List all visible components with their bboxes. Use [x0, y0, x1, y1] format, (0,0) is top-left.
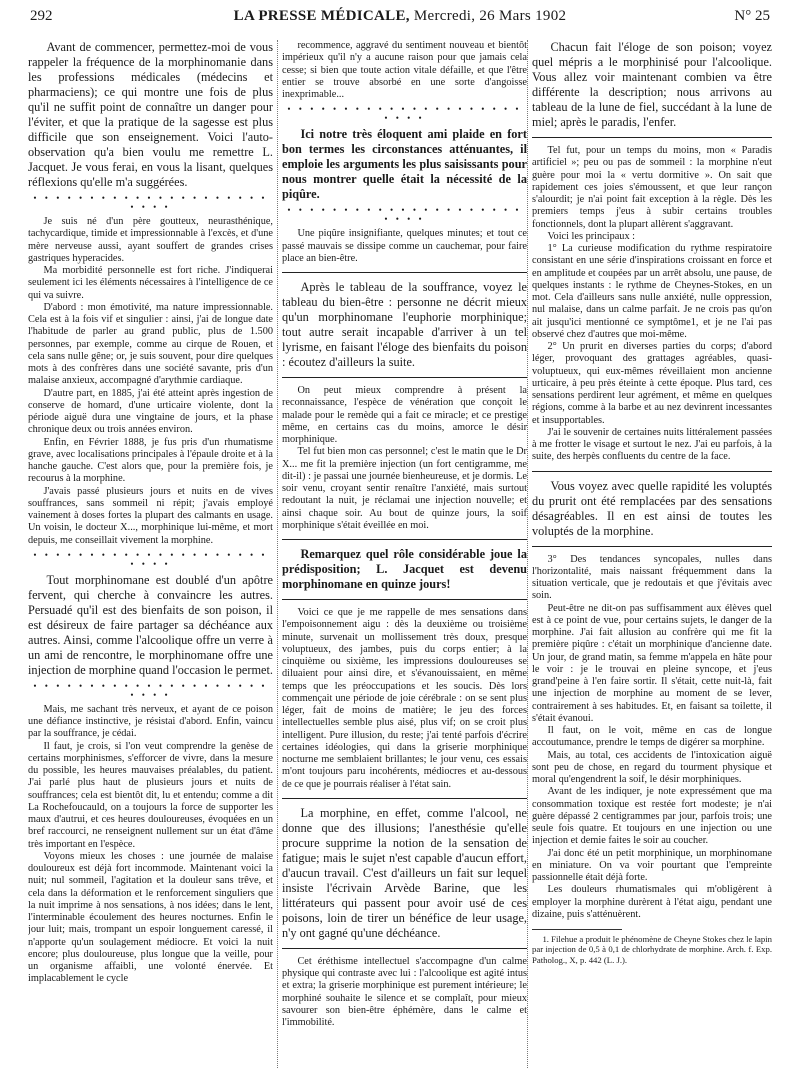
section-rule	[532, 137, 772, 138]
paragraph: Il faut, on le voit, même en cas de longue accoutumance, prendre le temps de digérer sa morphine.	[532, 725, 772, 749]
paragraph: Peut-être ne dit-on pas suffisamment aux élèves quel est à ce point de vue, pour certains sujets, le danger de la morphine. J'ai fait allusion au confrère qui me fit la première piqûre : c'était un morphinique d'ancienne date. Un jour, de grand matin, sa femme m'appela en hâte pour le voir : je le trouvai en pleine syncope, et j'eus grand'peine à l'en faire sortir. Il s'était, cette nuit-là, fait une injection de morphine au moment de se lever, contrairement à ses habitudes. Et, en faisant sa toilette, il s'était évanoui.	[532, 602, 772, 724]
paragraph: 1° La curieuse modification du rythme respiratoire consistant en une série d'inspirations croissant en force et en amplitude et coupées par un arrêt absolu, une pause, de quelques instants : le rythme de Cheynes-Stokes, en un mot. Cela d'ailleurs sans nulle anxiété, nulle oppression, nul malaise, dans un calme parfait. Je ne crois pas qu'on ait jusqu'ici mentionné ce symptôme1, et je ne l'ai pas observé chez d'autres que moi-même.	[532, 243, 772, 340]
section-rule	[282, 377, 527, 378]
paragraph: Tel fut bien mon cas personnel; c'est le matin que le Dr X... me fit la première injection (un fort centigramme, me dit-il) : je passai une journée bienheureuse, et je dormis. Le soir venu, croyant sentir renaître l'anxiété, mais surtout redoutant la nuit, je réclamai une injection nouvelle; et ainsi chaque soir. Au bout de quinze jours, la soif morphinique s'était éveillée en moi.	[282, 446, 527, 531]
section-rule	[282, 599, 527, 600]
paragraph: Vous voyez avec quelle rapidité les voluptés du prurit ont été remplacées par des sensations désagréables. Il en est ainsi de toutes les voluptés de la morphine.	[532, 478, 772, 538]
paragraph: Cet éréthisme intellectuel s'accompagne d'un calme physique qui contraste avec lui : l'alcoolique est agité intus et extra; la griserie morphinique est purement intérieure; le morphiné souhaite le silence et se complaît, pour mieux savourer son bien-être éphémère, dans le calme et l'immobilité.	[282, 955, 527, 1028]
dot-separator: • • • • • • • • • • • • • • • • • • • • • • • • •	[33, 549, 268, 569]
paragraph: Mais, me sachant très nerveux, et ayant de ce poison une défiance instinctive, je résistai d'abord. Enfin, vaincu par la souffrance, je cédai.	[28, 703, 273, 740]
column-right	[532, 40, 772, 1076]
footnote-rule	[532, 929, 622, 930]
paragraph: recommence, aggravé du sentiment nouveau et bientôt impérieux qu'il n'y a aucune raison pour que jamais cela cesse; si bien que toute action vitale défaille, et que l'être entier se trouve absorbé en une sorte d'angoisse inexprimable...	[282, 40, 527, 100]
paragraph: Je suis né d'un père goutteux, neurasthénique, tachycardique, timide et impressionnable à l'excès, et d'une mère nerveuse aussi, ayant souffert de grandes crises gastriques hyperacides.	[28, 216, 273, 264]
paragraph: J'ai le souvenir de certaines nuits littéralement passées à me frotter le visage et surtout le nez. J'ai eu parfois, à la suite, des herpès confluents du centre de la face.	[532, 426, 772, 463]
paragraph: Les douleurs rhumatismales qui m'obligèrent à employer la morphine durèrent à l'état aigu, pendant une dizaine, puis s'atténuèrent.	[532, 884, 772, 920]
paragraph: Tout morphinomane est doublé d'un apôtre fervent, qui cherche à convaincre les autres. Persuadé qu'il est des bienfaits de son poison, il est désireux de faire partager sa déchéance aux autres. Ainsi, comme l'alcoolique offre un verre à un ami de rencontre, le morphinomane offre une injection de morphine quand l'occasion le permet.	[28, 572, 273, 677]
paragraph: Remarquez quel rôle considérable joue la prédisposition; L. Jacquet est devenu morphinomane en quinze jours!	[282, 547, 527, 591]
paragraph: Mais, au total, ces accidents de l'intoxication aiguë sont peu de chose, en regard du tourment physique et moral qu'engendrent la soif, le désir morphiniques.	[532, 749, 772, 785]
column-divider	[277, 40, 278, 1068]
column-left	[28, 40, 273, 1076]
paragraph: On peut mieux comprendre à présent la reconnaissance, l'espèce de vénération que conçoit le malade pour le remède qui a fait ce miracle; et ce prestige même, en certains cas du moins, amorce le désir morphinique.	[282, 385, 527, 445]
section-rule	[282, 948, 527, 949]
paragraph: 3° Des tendances syncopales, nulles dans l'horizontalité, mais naissant fréquemment dans la situation verticale, que je redoutais et que j'évitais avec soin.	[532, 553, 772, 602]
paragraph: Voici les principaux :	[547, 230, 636, 242]
paragraph: La morphine, en effet, comme l'alcool, ne donne que des illusions; l'anesthésie qu'elle procure supprime la notion de la sensation de fatigue; mais le sujet n'est capable d'aucun effort, d'aucun travail. C'est d'ailleurs un fait sur lequel insiste l'écrivain Arvède Barine, que les littérateurs qui passent pour avoir usé de ces poisons, loin de tirer un bénéfice de leur usage, n'y ont gagné qu'une déchéance.	[282, 805, 527, 940]
dot-separator: • • • • • • • • • • • • • • • • • • • • • • • • •	[33, 193, 268, 212]
running-title	[30, 8, 770, 25]
dot-separator: • • • • • • • • • • • • • • • • • • • • • • • • •	[287, 104, 522, 124]
section-rule	[282, 798, 527, 799]
paragraph: Tel fut, pour un temps du moins, mon « Paradis artificiel »; peu ou pas de sommeil : la morphine n'eut guère pour moi la « vertu dormitive ». On sait que rapidement ces joies s'émoussent, et que leur rançon s'alourdit; je n'ai point fait exception à la règle. Dès les premiers temps j'eus à subir certains troubles fonctionnels, dont la plupart allèrent s'aggravant.	[532, 145, 772, 230]
page-number: 292	[30, 8, 53, 24]
issue-number: N° 25	[734, 8, 770, 24]
column-divider	[527, 40, 528, 1068]
paragraph: Une piqûre insignifiante, quelques minutes; et tout ce passé mauvais se dissipe comme un cauchemar, pour faire place an bien-être.	[282, 228, 527, 264]
paragraph: J'avais passé plusieurs jours et nuits en de vives souffrances, sans sommeil ni répit; j'avais employé vainement à doses fortes la plupart des calmants en usage. Un voisin, le docteur X..., morphinique lui-même, et mort depuis, me conseillait vivement la morphine.	[28, 485, 273, 546]
column-middle	[282, 40, 527, 1076]
paragraph: Après le tableau de la souffrance, voyez le tableau du bien-être : personne ne décrit mieux qu'un morphinomane l'euphorie morphinique; tout autre serait incapable d'arriver à un tel lyrisme, en faisant l'éloge des bienfaits du poison : écoutez d'ailleurs la suite.	[282, 280, 527, 369]
journal-title: LA PRESSE MÉDICALE,	[233, 8, 410, 24]
paragraph: Ma morbidité personnelle est fort riche. J'indiquerai seulement ici les éléments nécessaires à l'intelligence de ce qui va suivre.	[28, 265, 273, 301]
section-rule	[282, 272, 527, 273]
paragraph: Avant de les indiquer, je note expressément que ma consommation toxique est restée fort modeste; je n'ai guère dépassé 2 centigrammes par jour, parfois trois; une seule fois quatre. Et toujours en une injection ou une injection et demie faites le soir au coucher.	[532, 786, 772, 847]
paragraph: 2° Un prurit en diverses parties du corps; d'abord léger, provoquant des grattages agréables, quasi-voluptueux, qui eux-mêmes réveillaient mon ancienne urticaire, à peu près éteinte à cette époque. Plus tard, ces sensations perdirent leur agrément, et même en quelques régions, comme à la barbe et au nez devinrent incessantes et insupportables.	[532, 341, 772, 426]
paragraph: Ici notre très éloquent ami plaide en fort bon termes les circonstances atténuantes, il emploie les arguments les plus saisissants pour nous montrer quelle était la nécessité de la piqûre.	[282, 127, 527, 202]
section-rule	[282, 539, 527, 540]
paragraph: J'ai donc été un petit morphinique, un morphinomane en miniature. On va voir pourtant que l'empreinte passionnelle était déjà forte.	[532, 847, 772, 883]
paragraph: D'abord : mon émotivité, ma nature impressionnable. Cela est à la fois vif et singulier : ainsi, j'ai de longue date l'habitude de parler au grand public, plus de 1.500 personnes, par exemple, comme au cirque de Rouen, et cela sans nulle gêne; or, je suis souvent, pour dire quelques mots à des confrères dans une société savante, pris d'un malaise anxieux, accompagné d'arythmie cardiaque.	[28, 301, 273, 387]
paragraph: Avant de commencer, permettez-moi de vous rappeler la fréquence de la morphinomanie dans les professions médicales (médecins et pharmaciens); ce qui montre une fois de plus qu'il ne suffit point de connaître un danger pour l'éviter, et que la pratique de la sagesse est plus difficile que son enseignement. Voici l'auto-observation qu'a bien voulu me remettre L. Jacquet. Je vous ferai, en vous la lisant, quelques réflexions qu'elle m'a suggérées.	[28, 40, 273, 189]
paragraph: Voici ce que je me rappelle de mes sensations dans l'empoisonnement aigu : dès la deuxième ou troisième minute, survenait un mollissement très doux, presque voluptueux, des jambes, puis du corps entier; à la cinquième ou sixième, les impressions douloureuses se diluaient pour ainsi dire, et s'évanouissaient, en même temps que les préoccupations et les soucis. Dès lors commençait une période de joie cérébrale : on se sent plus léger, fait de moins de matière; le jeu des forces intellectuelles semble plus aisé, plus vif; on se croit plus intelligent. Pure illusion, du reste; j'ai tenté parfois d'écrire certaines idéologies, qui dans la griserie morphinique nocturne me semblaient brillantes; le jour venu, ces essais m'ont toujours paru incohérents, médiocres et au-dessous de ce que je pourrais réaliser à l'état sain.	[282, 607, 527, 790]
paragraph: Voyons mieux les choses : une journée de malaise douloureux est déjà fort incommode. Maintenant voici la nuit; nul sommeil, l'agitation et la douleur sans trêve, et cela dans la déformation et le renforcement singuliers que la nuit imprime à nos sensations, à nos idées; dans le lent, l'interminable écoulement des heures nocturnes. Enfin le jour luit; mais, trompant un espoir longuement caressé, il n'apporte qu'un soulagement médiocre. Et voici la nuit encore; plus douloureuse, plus longue que la veille, pour un organisme affaibli, une volonté énervée. Et implacablement le cycle	[28, 850, 273, 985]
section-rule	[532, 471, 772, 472]
dot-separator: • • • • • • • • • • • • • • • • • • • • • • • • •	[287, 205, 522, 225]
page-header	[30, 8, 770, 28]
paragraph: D'autre part, en 1885, j'ai été atteint après ingestion de conserve de homard, d'une urticaire violente, dont la période aiguë dura une vingtaine de jours, et la phase chronique deux ou trois années environ.	[28, 387, 273, 436]
dot-separator: • • • • • • • • • • • • • • • • • • • • • • • • •	[33, 680, 268, 700]
paragraph: Chacun fait l'éloge de son poison; voyez quel mépris a le morphinisé pour l'alcoolique. Vous allez voir maintenant combien va être différente la description; nous arrivons au tableau de la lune de fiel, succédant à la lune de miel; après le paradis, l'enfer.	[532, 40, 772, 129]
paragraph: Il faut, je crois, si l'on veut comprendre la genèse de certains morphinismes, s'efforcer de vivre, dans la mesure du possible, les heures mauvaises préalables, du patient. J'ai parlé plus haut de plusieurs jours et nuits de souffrances; cela est bientôt dit, lu et entendu; comme a dit La Rochefoucauld, on a toujours la force de supporter les maux d'autrui, et ces heures douloureuses, évoquées en un bref raccourci, ne renseignent nullement sur un état d'âme très important en l'espèce.	[28, 740, 273, 850]
paragraph: Enfin, en Février 1888, je fus pris d'un rhumatisme grave, avec localisations principales à l'épaule droite et à la hanche gauche. C'est alors que, pour la première fois, je recourus à la morphine.	[28, 436, 273, 485]
issue-date: Mercredi, 26 Mars 1902	[413, 8, 567, 24]
section-rule	[532, 546, 772, 547]
footnote: 1. Filehue a produit le phénomène de Cheyne Stokes chez le lapin par injection de 0,5 à 0,1 de chlorhydrate de morphine. Arch. f. Exp. Patholog., X, p. 442 (L. J.).	[532, 934, 772, 965]
